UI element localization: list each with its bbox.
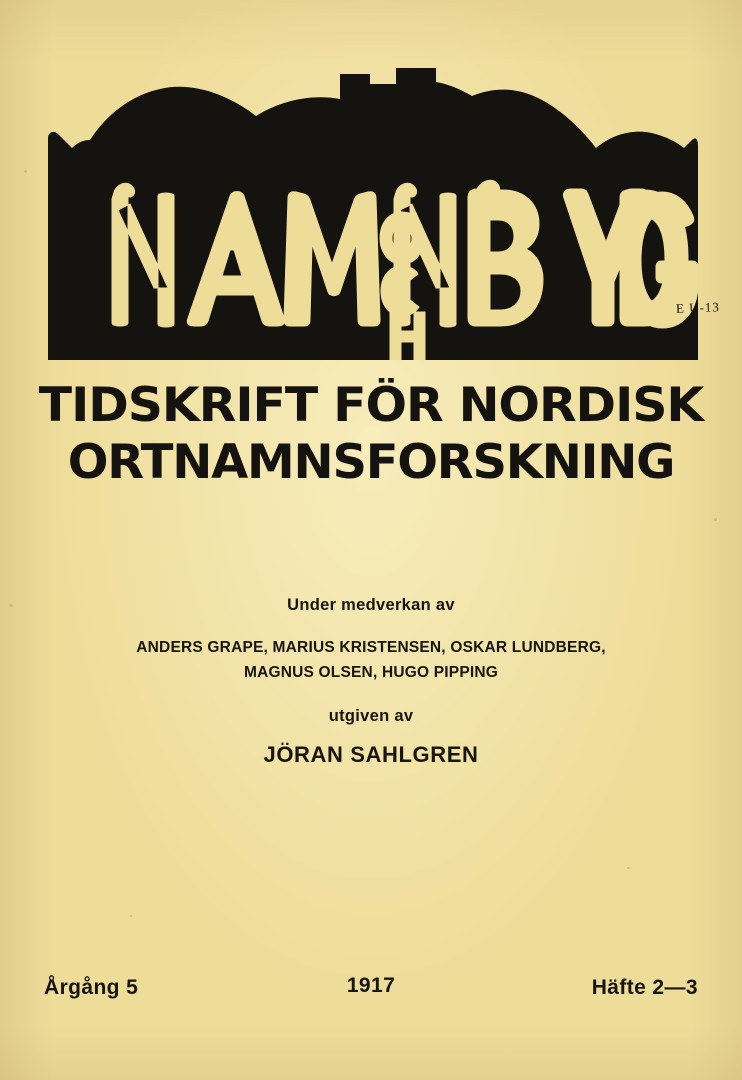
credits-contributors: [0, 635, 742, 685]
contributors-line-1: ANDERS GRAPE, MARIUS KRISTENSEN, OSKAR LUNDBERG,: [136, 639, 606, 656]
credits-utgiven-av: utgiven av: [328, 707, 414, 726]
credits-under-medverkan: Under medverkan av: [287, 596, 455, 614]
subtitle-block: [0, 378, 742, 490]
credits-block: [0, 596, 742, 768]
subtitle-line-1: TIDSKRIFT FÖR NORDISK: [38, 378, 704, 433]
masthead-logo: [44, 60, 698, 360]
credits-editor: JÖRAN SAHLGREN: [263, 742, 479, 768]
footer-block: [0, 974, 742, 1008]
contributors-line-2: MAGNUS OLSEN, HUGO PIPPING: [243, 664, 499, 682]
subtitle-line-2: ORTNAMNSFORSKNING: [67, 435, 675, 490]
footer-year: 1917: [346, 974, 396, 997]
footer-volume: Årgång 5: [44, 976, 139, 999]
artist-monogram: E U-13: [675, 299, 721, 316]
footer-issue: Häfte 2—3: [591, 976, 698, 999]
